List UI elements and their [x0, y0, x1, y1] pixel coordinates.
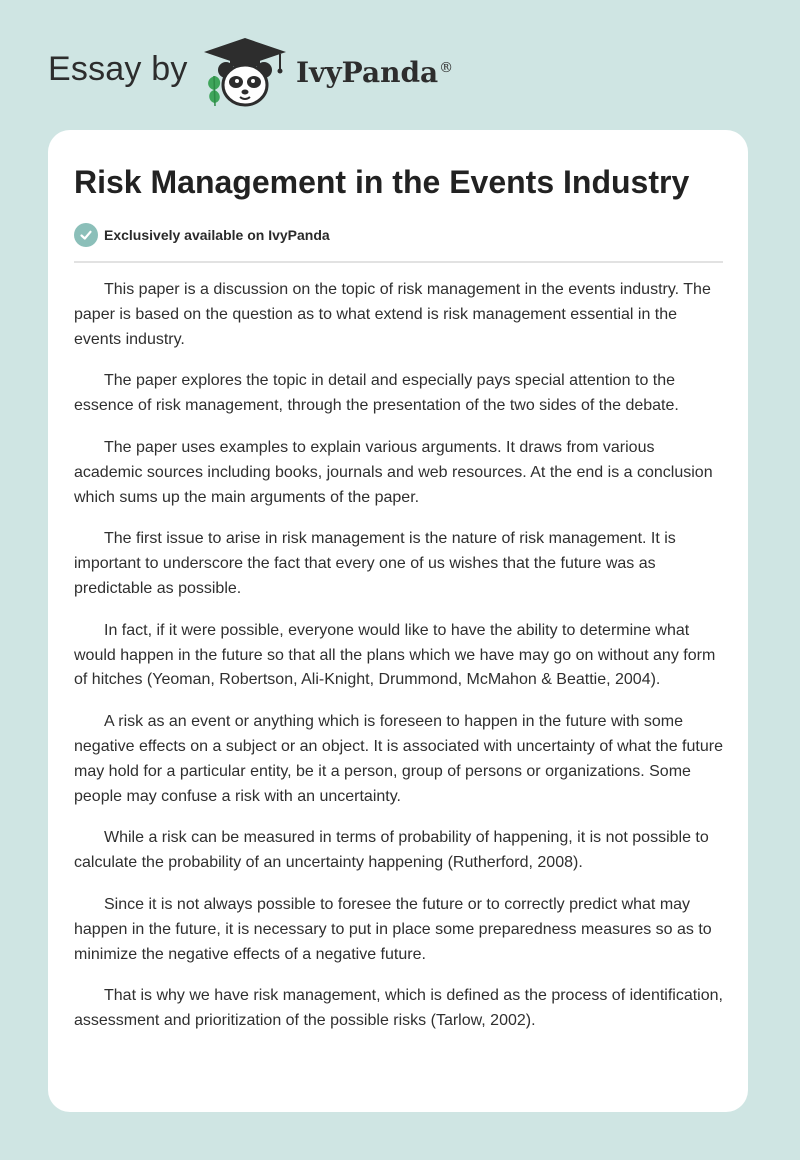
- paragraph: The paper explores the topic in detail and especially pays special attention to the essence of risk management, through the presentation of the two sides of the debate.: [74, 372, 679, 415]
- paragraph: That is why we have risk management, which is defined as the process of identification, assessment and prioritization of the possible risks (Tarlow, 2002).: [74, 987, 723, 1030]
- paragraph: This paper is a discussion on the topic of risk management in the events industry. The paper is based on the question as to what extend is risk management essential in the events industry.: [74, 281, 711, 348]
- site-header: [0, 0, 800, 120]
- registered-mark: ®: [439, 59, 454, 76]
- paragraph: The first issue to arise in risk management is the nature of risk management. It is important to underscore the fact that every one of us wishes that the future was as predictable as possible.: [74, 530, 676, 597]
- page-title: Risk Management in the Events Industry: [74, 164, 690, 200]
- paragraph: A risk as an event or anything which is foreseen to happen in the future with some negative effects on a subject or an object. It is associated with uncertainty of what the future may hold for a particular entity, be it a person, group of persons or organizations. Some people may confuse a risk with an uncertainty.: [74, 713, 723, 805]
- exclusive-label: Exclusively available on IvyPanda: [104, 227, 330, 243]
- paragraph: The paper uses examples to explain various arguments. It draws from various academic sources including books, journals and web resources. At the end is a conclusion which sums up the main arguments of the paper.: [74, 438, 713, 506]
- title-divider: [74, 261, 723, 263]
- essay-by-label: Essay by: [48, 50, 188, 88]
- brand-name[interactable]: [296, 56, 453, 89]
- paragraph: Since it is not always possible to foresee the future or to correctly predict what may happen in the future, it is necessary to put in place some preparedness measures so as to minimize the negative effects of a negative future.: [74, 895, 712, 963]
- check-icon: [74, 223, 98, 247]
- brand-name-text: IvyPanda: [296, 56, 439, 89]
- essay-card: [48, 130, 748, 1112]
- paragraph: In fact, if it were possible, everyone would like to have the ability to determine what would happen in the future so that all the plans which we have may go on without any form of hitches (Yeoman, Robertson, Ali-Knight, Drummond, McMahon & Beattie, 2004).: [74, 621, 716, 689]
- essay-body: [74, 278, 724, 1051]
- exclusive-badge: [74, 222, 330, 248]
- panda-graduate-icon[interactable]: [200, 36, 290, 108]
- paragraph: While a risk can be measured in terms of probability of happening, it is not possible to calculate the probability of an uncertainty happening (Rutherford, 2008).: [74, 829, 709, 872]
